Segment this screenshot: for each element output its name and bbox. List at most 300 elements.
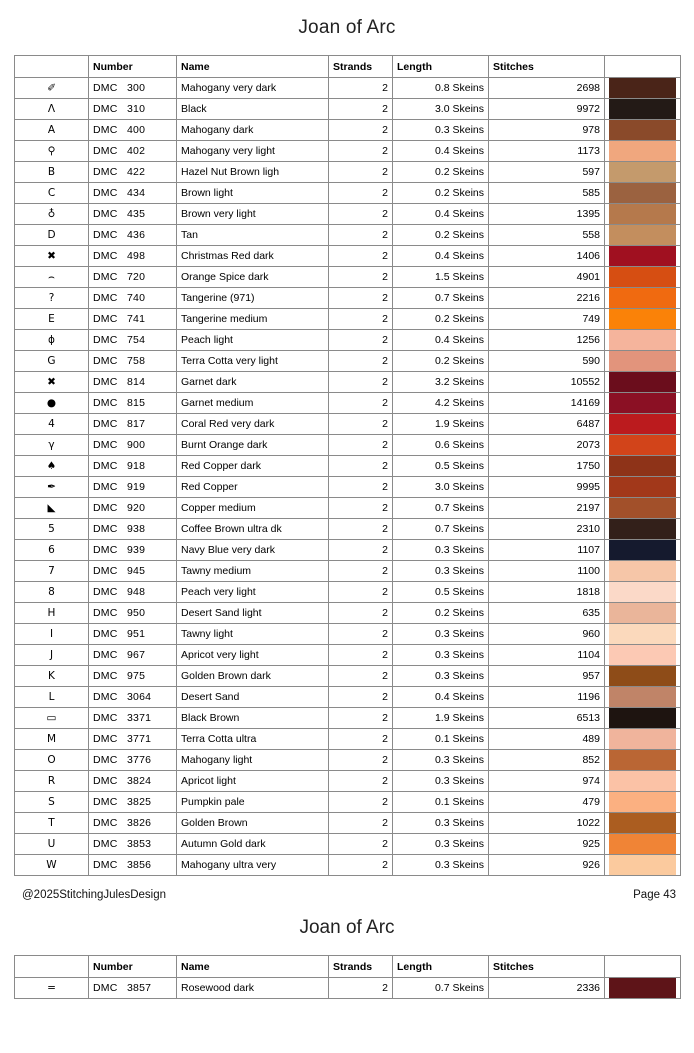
- table-row: [15, 183, 681, 204]
- cell-color-swatch: [605, 708, 681, 729]
- brand-label: DMC: [93, 817, 118, 829]
- cell-color-swatch: [605, 414, 681, 435]
- cell-length: 4.2 Skeins: [393, 393, 489, 414]
- cell-stitches: 4901: [489, 267, 605, 288]
- cell-name: Terra Cotta ultra: [177, 729, 329, 750]
- brand-label: DMC: [93, 376, 118, 388]
- cell-length: 0.6 Skeins: [393, 435, 489, 456]
- cell-length: 0.3 Skeins: [393, 120, 489, 141]
- floss-code: 3826: [127, 817, 152, 829]
- color-swatch: [609, 582, 676, 602]
- cell-number: [89, 372, 177, 393]
- cell-strands: 2: [329, 246, 393, 267]
- cell-stitches: 974: [489, 771, 605, 792]
- cell-length: 0.4 Skeins: [393, 204, 489, 225]
- color-swatch: [609, 666, 676, 686]
- cell-length: 0.3 Skeins: [393, 855, 489, 876]
- color-swatch: [609, 435, 676, 455]
- cell-color-swatch: [605, 729, 681, 750]
- cell-name: Navy Blue very dark: [177, 540, 329, 561]
- floss-table-1: [14, 55, 681, 876]
- cell-stitches: 1107: [489, 540, 605, 561]
- cell-symbol: =: [15, 978, 89, 999]
- cell-color-swatch: [605, 162, 681, 183]
- table-row: [15, 603, 681, 624]
- cell-stitches: 6513: [489, 708, 605, 729]
- cell-color-swatch: [605, 519, 681, 540]
- cell-name: Rosewood dark: [177, 978, 329, 999]
- cell-color-swatch: [605, 582, 681, 603]
- cell-length: 0.7 Skeins: [393, 519, 489, 540]
- table-row: [15, 834, 681, 855]
- cell-color-swatch: [605, 666, 681, 687]
- brand-label: DMC: [93, 586, 118, 598]
- cell-length: 0.5 Skeins: [393, 456, 489, 477]
- color-swatch: [609, 141, 676, 161]
- color-swatch: [609, 708, 676, 728]
- cell-stitches: 1173: [489, 141, 605, 162]
- column-header-number: Number: [89, 956, 177, 978]
- color-swatch: [609, 183, 676, 203]
- cell-number: [89, 813, 177, 834]
- cell-number: [89, 120, 177, 141]
- floss-code: 758: [127, 355, 146, 367]
- cell-number: [89, 708, 177, 729]
- table-row: [15, 120, 681, 141]
- cell-strands: 2: [329, 771, 393, 792]
- cell-symbol: ⌢: [15, 267, 89, 288]
- color-swatch: [609, 204, 676, 224]
- cell-name: Coffee Brown ultra dk: [177, 519, 329, 540]
- cell-strands: 2: [329, 267, 393, 288]
- brand-label: DMC: [93, 502, 118, 514]
- floss-code: 938: [127, 523, 146, 535]
- cell-strands: 2: [329, 393, 393, 414]
- cell-symbol: W: [15, 855, 89, 876]
- cell-color-swatch: [605, 351, 681, 372]
- floss-code: 948: [127, 586, 146, 598]
- brand-label: DMC: [93, 838, 118, 850]
- cell-strands: 2: [329, 477, 393, 498]
- floss-code: 3771: [127, 733, 152, 745]
- cell-symbol: R: [15, 771, 89, 792]
- cell-color-swatch: [605, 540, 681, 561]
- cell-strands: 2: [329, 372, 393, 393]
- color-swatch: [609, 162, 676, 182]
- cell-stitches: 978: [489, 120, 605, 141]
- cell-strands: 2: [329, 309, 393, 330]
- cell-strands: 2: [329, 225, 393, 246]
- table-row: [15, 330, 681, 351]
- cell-name: Apricot light: [177, 771, 329, 792]
- floss-code: 435: [127, 208, 146, 220]
- floss-code: 939: [127, 544, 146, 556]
- color-swatch: [609, 498, 676, 518]
- cell-stitches: 2310: [489, 519, 605, 540]
- table-row: [15, 351, 681, 372]
- cell-name: Desert Sand light: [177, 603, 329, 624]
- cell-name: Red Copper: [177, 477, 329, 498]
- color-swatch: [609, 309, 676, 329]
- brand-label: DMC: [93, 460, 118, 472]
- table-row: [15, 414, 681, 435]
- table-row: [15, 456, 681, 477]
- table-row: [15, 729, 681, 750]
- cell-symbol: J: [15, 645, 89, 666]
- color-swatch: [609, 561, 676, 581]
- cell-strands: 2: [329, 498, 393, 519]
- cell-name: Autumn Gold dark: [177, 834, 329, 855]
- cell-stitches: 9972: [489, 99, 605, 120]
- floss-code: 815: [127, 397, 146, 409]
- cell-name: Copper medium: [177, 498, 329, 519]
- cell-symbol: G: [15, 351, 89, 372]
- cell-name: Mahogany light: [177, 750, 329, 771]
- table-row: [15, 162, 681, 183]
- column-header-symbol: [15, 956, 89, 978]
- floss-code: 402: [127, 145, 146, 157]
- cell-number: [89, 183, 177, 204]
- cell-length: 0.2 Skeins: [393, 162, 489, 183]
- color-swatch: [609, 372, 676, 392]
- cell-number: [89, 246, 177, 267]
- cell-strands: 2: [329, 330, 393, 351]
- cell-name: Black: [177, 99, 329, 120]
- cell-strands: 2: [329, 666, 393, 687]
- cell-stitches: 1750: [489, 456, 605, 477]
- floss-code: 422: [127, 166, 146, 178]
- cell-strands: 2: [329, 978, 393, 999]
- brand-label: DMC: [93, 523, 118, 535]
- floss-code: 720: [127, 271, 146, 283]
- floss-code: 3857: [127, 982, 152, 994]
- cell-stitches: 1104: [489, 645, 605, 666]
- cell-strands: 2: [329, 624, 393, 645]
- cell-color-swatch: [605, 225, 681, 246]
- brand-label: DMC: [93, 544, 118, 556]
- cell-name: Terra Cotta very light: [177, 351, 329, 372]
- color-swatch: [609, 687, 676, 707]
- cell-symbol: ✐: [15, 78, 89, 99]
- cell-number: [89, 267, 177, 288]
- brand-label: DMC: [93, 418, 118, 430]
- floss-code: 3824: [127, 775, 152, 787]
- table-header-row-2: [15, 956, 681, 978]
- cell-length: 0.1 Skeins: [393, 792, 489, 813]
- floss-code: 498: [127, 250, 146, 262]
- cell-strands: 2: [329, 540, 393, 561]
- cell-length: 0.4 Skeins: [393, 330, 489, 351]
- cell-stitches: 2698: [489, 78, 605, 99]
- cell-stitches: 1406: [489, 246, 605, 267]
- cell-stitches: 479: [489, 792, 605, 813]
- cell-name: Mahogany very dark: [177, 78, 329, 99]
- cell-symbol: ▭: [15, 708, 89, 729]
- cell-name: Tangerine (971): [177, 288, 329, 309]
- table-row: [15, 309, 681, 330]
- cell-color-swatch: [605, 498, 681, 519]
- cell-name: Tawny medium: [177, 561, 329, 582]
- cell-symbol: ✒: [15, 477, 89, 498]
- color-swatch: [609, 120, 676, 140]
- cell-color-swatch: [605, 99, 681, 120]
- table-row: [15, 519, 681, 540]
- color-swatch: [609, 225, 676, 245]
- brand-label: DMC: [93, 691, 118, 703]
- cell-name: Peach very light: [177, 582, 329, 603]
- cell-symbol: H: [15, 603, 89, 624]
- cell-strands: 2: [329, 582, 393, 603]
- cell-length: 3.0 Skeins: [393, 477, 489, 498]
- cell-number: [89, 666, 177, 687]
- color-swatch: [609, 99, 676, 119]
- color-swatch: [609, 519, 676, 539]
- table-row: [15, 393, 681, 414]
- cell-number: [89, 393, 177, 414]
- color-swatch: [609, 78, 676, 98]
- brand-label: DMC: [93, 796, 118, 808]
- color-swatch: [609, 729, 676, 749]
- brand-label: DMC: [93, 649, 118, 661]
- cell-name: Garnet dark: [177, 372, 329, 393]
- cell-color-swatch: [605, 771, 681, 792]
- cell-strands: 2: [329, 351, 393, 372]
- cell-strands: 2: [329, 708, 393, 729]
- cell-number: [89, 225, 177, 246]
- cell-number: [89, 141, 177, 162]
- brand-label: DMC: [93, 607, 118, 619]
- cell-length: 0.3 Skeins: [393, 666, 489, 687]
- cell-stitches: 1196: [489, 687, 605, 708]
- cell-symbol: γ: [15, 435, 89, 456]
- floss-code: 434: [127, 187, 146, 199]
- cell-stitches: 852: [489, 750, 605, 771]
- cell-length: 0.3 Skeins: [393, 645, 489, 666]
- cell-strands: 2: [329, 78, 393, 99]
- cell-name: Golden Brown dark: [177, 666, 329, 687]
- cell-symbol: ✖: [15, 246, 89, 267]
- cell-stitches: 2073: [489, 435, 605, 456]
- cell-strands: 2: [329, 141, 393, 162]
- brand-label: DMC: [93, 145, 118, 157]
- cell-symbol: E: [15, 309, 89, 330]
- column-header-swatch: [605, 956, 681, 978]
- table-row: [15, 540, 681, 561]
- cell-length: 0.3 Skeins: [393, 624, 489, 645]
- cell-stitches: 10552: [489, 372, 605, 393]
- cell-symbol: A: [15, 120, 89, 141]
- color-swatch: [609, 393, 676, 413]
- cell-length: 0.5 Skeins: [393, 582, 489, 603]
- color-swatch: [609, 792, 676, 812]
- brand-label: DMC: [93, 754, 118, 766]
- column-header-swatch: [605, 56, 681, 78]
- floss-code: 310: [127, 103, 146, 115]
- cell-color-swatch: [605, 141, 681, 162]
- cell-stitches: 957: [489, 666, 605, 687]
- color-swatch: [609, 267, 676, 287]
- cell-symbol: M: [15, 729, 89, 750]
- brand-label: DMC: [93, 334, 118, 346]
- column-header-stitches: Stitches: [489, 956, 605, 978]
- cell-stitches: 14169: [489, 393, 605, 414]
- floss-code: 3825: [127, 796, 152, 808]
- cell-strands: 2: [329, 435, 393, 456]
- brand-label: DMC: [93, 355, 118, 367]
- cell-symbol: ⚲: [15, 141, 89, 162]
- color-swatch: [609, 813, 676, 833]
- brand-label: DMC: [93, 397, 118, 409]
- cell-name: Brown light: [177, 183, 329, 204]
- cell-color-swatch: [605, 792, 681, 813]
- table-row: [15, 978, 681, 999]
- color-swatch: [609, 624, 676, 644]
- cell-number: [89, 351, 177, 372]
- cell-symbol: B: [15, 162, 89, 183]
- cell-number: [89, 771, 177, 792]
- brand-label: DMC: [93, 859, 118, 871]
- cell-stitches: 2197: [489, 498, 605, 519]
- cell-strands: 2: [329, 750, 393, 771]
- color-swatch: [609, 855, 676, 875]
- cell-stitches: 585: [489, 183, 605, 204]
- color-swatch: [609, 750, 676, 770]
- cell-length: 0.3 Skeins: [393, 771, 489, 792]
- cell-color-swatch: [605, 120, 681, 141]
- table-row: [15, 687, 681, 708]
- cell-number: [89, 855, 177, 876]
- cell-symbol: K: [15, 666, 89, 687]
- cell-number: [89, 561, 177, 582]
- cell-length: 0.2 Skeins: [393, 603, 489, 624]
- column-header-strands: Strands: [329, 56, 393, 78]
- brand-label: DMC: [93, 982, 118, 994]
- cell-length: 0.3 Skeins: [393, 540, 489, 561]
- table-row: [15, 246, 681, 267]
- cell-number: [89, 792, 177, 813]
- floss-code: 741: [127, 313, 146, 325]
- floss-code: 950: [127, 607, 146, 619]
- cell-strands: 2: [329, 456, 393, 477]
- cell-name: Coral Red very dark: [177, 414, 329, 435]
- floss-code: 918: [127, 460, 146, 472]
- cell-strands: 2: [329, 834, 393, 855]
- cell-name: Desert Sand: [177, 687, 329, 708]
- cell-color-swatch: [605, 477, 681, 498]
- cell-strands: 2: [329, 183, 393, 204]
- cell-strands: 2: [329, 99, 393, 120]
- table-row: [15, 99, 681, 120]
- cell-length: 0.7 Skeins: [393, 288, 489, 309]
- cell-strands: 2: [329, 561, 393, 582]
- column-header-stitches: Stitches: [489, 56, 605, 78]
- table-row: [15, 225, 681, 246]
- cell-symbol: L: [15, 687, 89, 708]
- cell-number: [89, 540, 177, 561]
- cell-strands: 2: [329, 120, 393, 141]
- cell-color-swatch: [605, 435, 681, 456]
- floss-code: 975: [127, 670, 146, 682]
- cell-strands: 2: [329, 729, 393, 750]
- cell-strands: 2: [329, 204, 393, 225]
- cell-symbol: ♠: [15, 456, 89, 477]
- floss-code: 951: [127, 628, 146, 640]
- cell-number: [89, 729, 177, 750]
- cell-symbol: O: [15, 750, 89, 771]
- cell-length: 0.2 Skeins: [393, 183, 489, 204]
- cell-stitches: 960: [489, 624, 605, 645]
- table-row: [15, 498, 681, 519]
- cell-length: 0.3 Skeins: [393, 813, 489, 834]
- brand-label: DMC: [93, 628, 118, 640]
- floss-code: 920: [127, 502, 146, 514]
- cell-stitches: 9995: [489, 477, 605, 498]
- cell-stitches: 1022: [489, 813, 605, 834]
- cell-length: 1.9 Skeins: [393, 708, 489, 729]
- cell-stitches: 1100: [489, 561, 605, 582]
- cell-number: [89, 834, 177, 855]
- table-header-row: [15, 56, 681, 78]
- column-header-name: Name: [177, 956, 329, 978]
- cell-color-swatch: [605, 78, 681, 99]
- brand-label: DMC: [93, 124, 118, 136]
- floss-code: 754: [127, 334, 146, 346]
- cell-symbol: ●: [15, 393, 89, 414]
- cell-strands: 2: [329, 792, 393, 813]
- floss-code: 3776: [127, 754, 152, 766]
- cell-name: Tawny light: [177, 624, 329, 645]
- cell-name: Hazel Nut Brown ligh: [177, 162, 329, 183]
- cell-color-swatch: [605, 687, 681, 708]
- table-row: [15, 771, 681, 792]
- cell-name: Mahogany ultra very: [177, 855, 329, 876]
- cell-stitches: 1256: [489, 330, 605, 351]
- table-body-2: [15, 978, 681, 999]
- cell-number: [89, 978, 177, 999]
- cell-symbol: 5: [15, 519, 89, 540]
- page-footer: [14, 876, 680, 907]
- cell-number: [89, 645, 177, 666]
- cell-name: Peach light: [177, 330, 329, 351]
- table-row: [15, 141, 681, 162]
- table-row: [15, 372, 681, 393]
- floss-code: 814: [127, 376, 146, 388]
- color-swatch: [609, 456, 676, 476]
- cell-name: Pumpkin pale: [177, 792, 329, 813]
- cell-color-swatch: [605, 834, 681, 855]
- floss-code: 817: [127, 418, 146, 430]
- cell-name: Mahogany dark: [177, 120, 329, 141]
- floss-code: 300: [127, 82, 146, 94]
- cell-color-swatch: [605, 183, 681, 204]
- color-swatch: [609, 603, 676, 623]
- table-row: [15, 792, 681, 813]
- cell-symbol: T: [15, 813, 89, 834]
- cell-color-swatch: [605, 246, 681, 267]
- brand-label: DMC: [93, 208, 118, 220]
- cell-number: [89, 750, 177, 771]
- footer-credit: @2025StitchingJulesDesign: [22, 889, 167, 901]
- cell-length: 0.4 Skeins: [393, 246, 489, 267]
- cell-stitches: 925: [489, 834, 605, 855]
- floss-code: 3371: [127, 712, 152, 724]
- column-header-length: Length: [393, 956, 489, 978]
- cell-name: Tan: [177, 225, 329, 246]
- cell-length: 0.7 Skeins: [393, 498, 489, 519]
- cell-name: Black Brown: [177, 708, 329, 729]
- color-swatch: [609, 477, 676, 497]
- cell-color-swatch: [605, 267, 681, 288]
